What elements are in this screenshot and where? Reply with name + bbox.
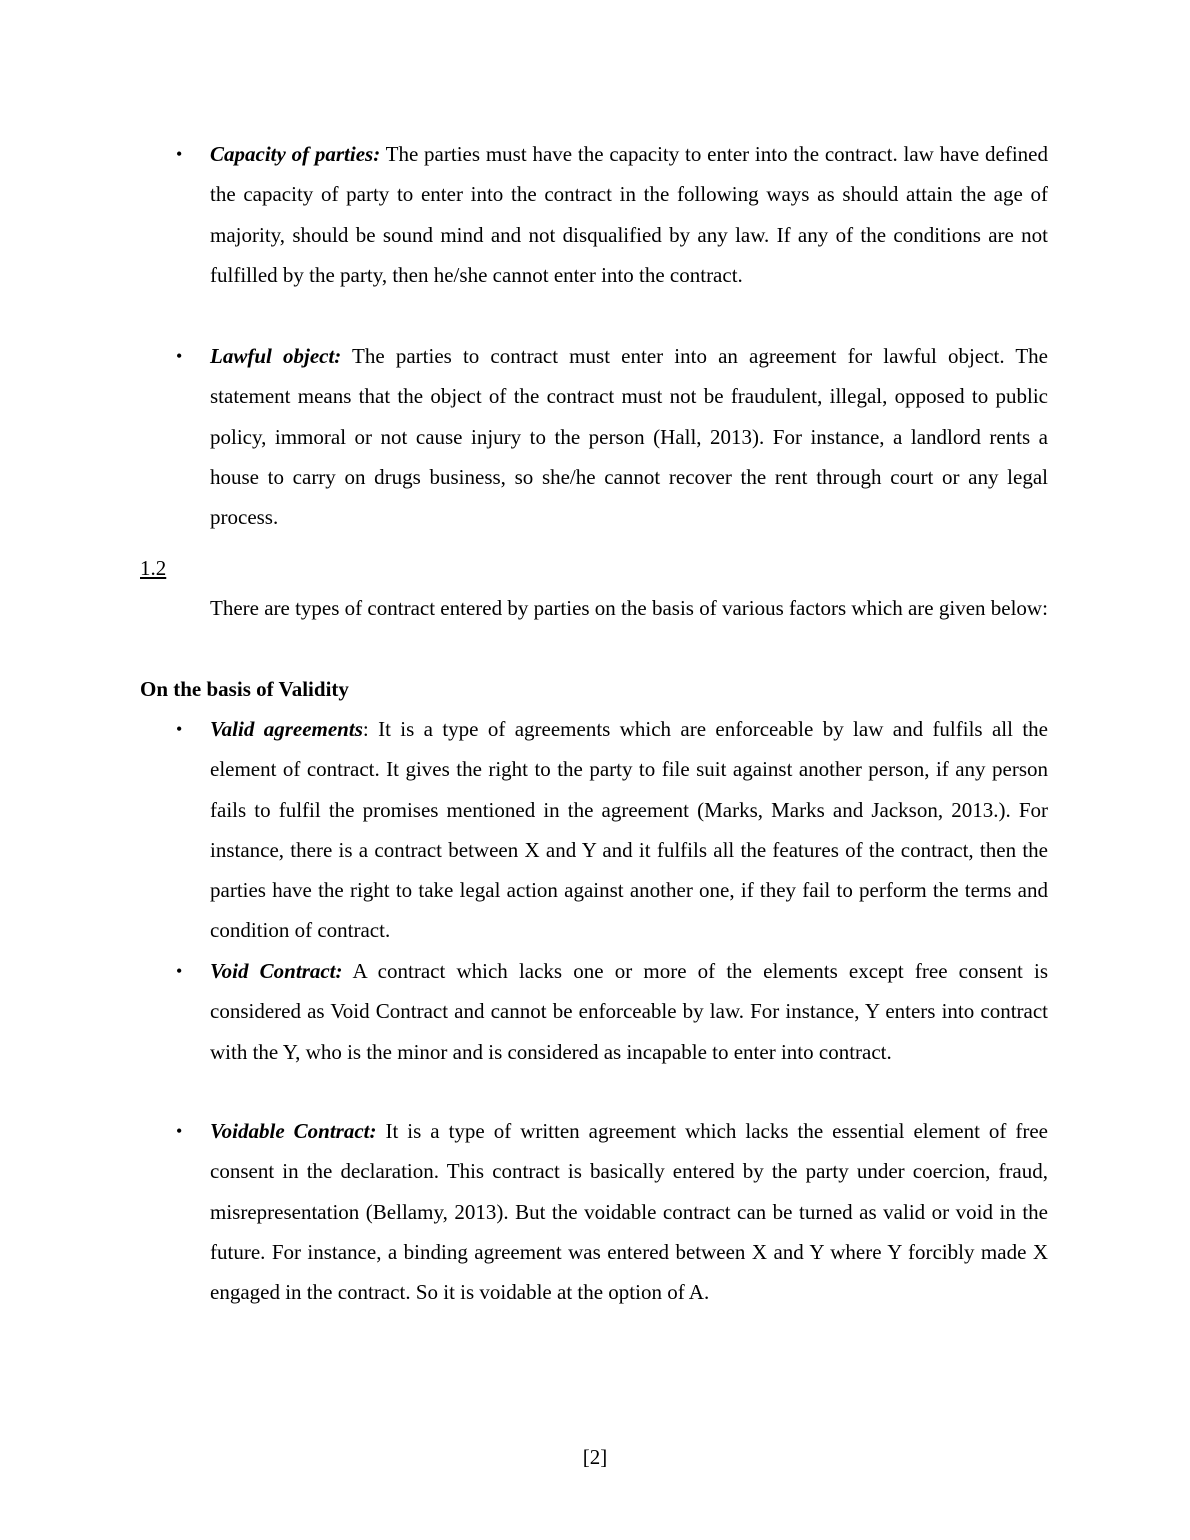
bullet-term: Valid agreements	[210, 717, 363, 741]
bullet-term: Capacity of parties:	[210, 142, 381, 166]
bullet-lawful-object	[176, 336, 1048, 537]
subheading-validity: On the basis of Validity	[140, 677, 349, 701]
bullet-icon: •	[176, 719, 183, 739]
section-intro: There are types of contract entered by parties on the basis of various factors which are given below:	[210, 596, 1048, 620]
bullet-capacity-of-parties	[176, 134, 1048, 295]
bullet-term: Void Contract:	[210, 959, 343, 983]
bullet-text: The parties must have the capacity to enter into the contract. law have defined the capacity of party to enter into the contract in the following ways as should attain the age of majority, should be sound mind and not disqualified by any law. If any of the conditions are not fulfilled by the party, then he/she cannot enter into the contract.	[210, 142, 1048, 287]
bullet-icon: •	[176, 961, 183, 981]
bullet-text: The parties to contract must enter into an agreement for lawful object. The statement means that the object of the contract must not be fraudulent, illegal, opposed to public policy, immoral or not cause injury to the person (Hall, 2013). For instance, a landlord rents a house to carry on drugs business, so she/he cannot recover the rent through court or any legal process.	[210, 344, 1048, 530]
bullet-text: : It is a type of agreements which are enforceable by law and fulfils all the element of contract. It gives the right to the party to file suit against another person, if any person fails to fulfil the promises mentioned in the agreement (Marks, Marks and Jackson, 2013.). For instance, there is a contract between X and Y and it fulfils all the features of the contract, then the parties have the right to take legal action against another one, if they fail to perform the terms and condition of contract.	[210, 717, 1048, 943]
bullet-valid-agreements	[176, 709, 1048, 951]
bullet-term: Voidable Contract:	[210, 1119, 377, 1143]
bullet-text: A contract which lacks one or more of the elements except free consent is considered as Void Contract and cannot be enforceable by law. For instance, Y enters into contract with the Y, who is the minor and is considered as incapable to enter into contract.	[210, 959, 1048, 1064]
bullet-text: It is a type of written agreement which lacks the essential element of free consent in the declaration. This contract is basically entered by the party under coercion, fraud, misrepresentation (Bellamy, 2013). But the voidable contract can be turned as valid or void in the future. For instance, a binding agreement was entered between X and Y where Y forcibly made X engaged in the contract. So it is voidable at the option of A.	[210, 1119, 1048, 1305]
bullet-term: Lawful object:	[210, 344, 342, 368]
bullet-icon: •	[176, 1121, 183, 1141]
page-number: [2]	[582, 1445, 608, 1469]
section-number: 1.2	[140, 556, 167, 580]
bullet-icon: •	[176, 144, 183, 164]
bullet-voidable-contract	[176, 1111, 1048, 1312]
bullet-void-contract	[176, 951, 1048, 1072]
bullet-icon: •	[176, 346, 183, 366]
